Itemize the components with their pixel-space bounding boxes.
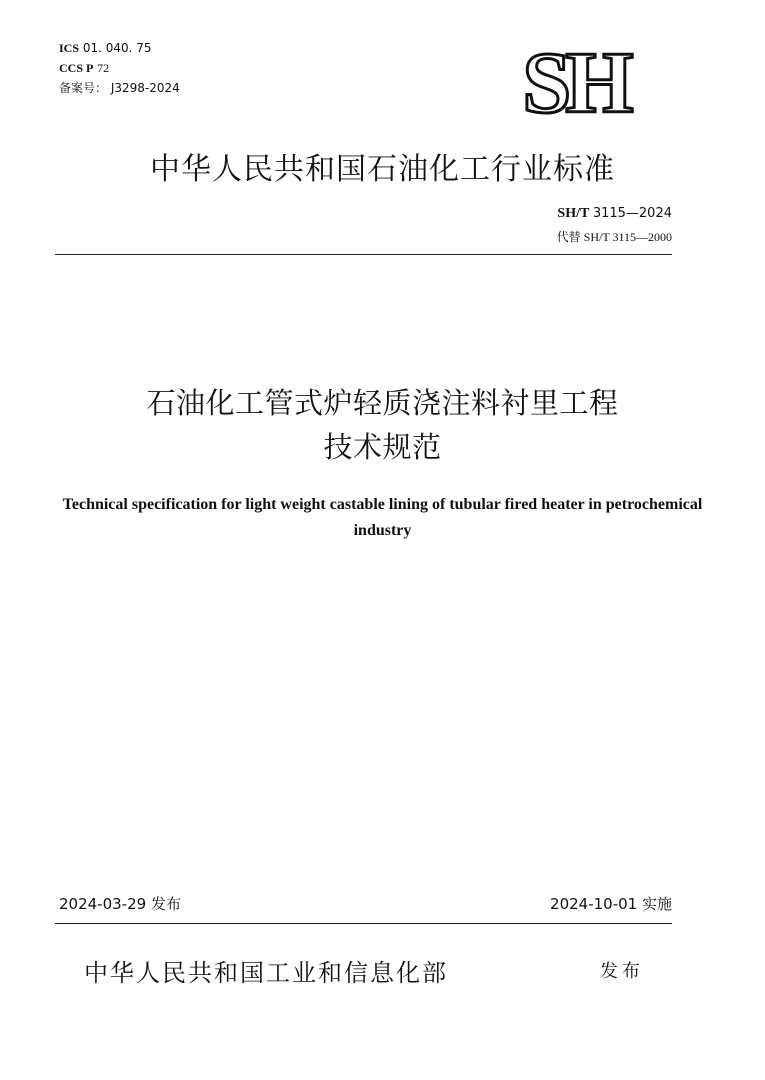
record-value: J3298-2024	[110, 81, 180, 95]
sh-logo-text: SH	[522, 44, 628, 118]
ics-label: ICS	[59, 41, 80, 55]
ics-value: 01. 040. 75	[82, 41, 152, 55]
publisher: 中华人民共和国工业和信息化部	[84, 959, 448, 987]
record-number	[59, 82, 180, 94]
title-english: Technical specification for light weight castable lining of tubular fired heater in petrochemical industry	[62, 496, 703, 539]
publisher-suffix: 发布	[600, 961, 644, 982]
sh-logo	[498, 44, 652, 118]
standard-organization: 中华人民共和国石油化工行业标准	[150, 152, 615, 187]
issue-date: 2024-03-29 发布	[59, 895, 181, 913]
standard-code-prefix: SH/T	[557, 206, 590, 221]
header-divider	[55, 254, 672, 255]
standard-code-number: 3115—2024	[592, 206, 672, 221]
ccs-value: 72	[97, 61, 110, 75]
title-chinese-line2: 技术规范	[323, 430, 442, 464]
record-label: 备案号：	[59, 81, 108, 95]
standard-code	[557, 206, 672, 222]
implementation-date: 2024-10-01 实施	[550, 895, 672, 913]
footer-divider	[55, 923, 672, 924]
ics-code	[59, 42, 152, 54]
replaced-standard: 代替 SH/T 3115—2000	[556, 230, 672, 244]
ccs-label: CCS P	[59, 61, 94, 75]
ccs-code	[59, 62, 109, 74]
title-chinese-line1: 石油化工管式炉轻质浇注料衬里工程	[146, 386, 619, 420]
